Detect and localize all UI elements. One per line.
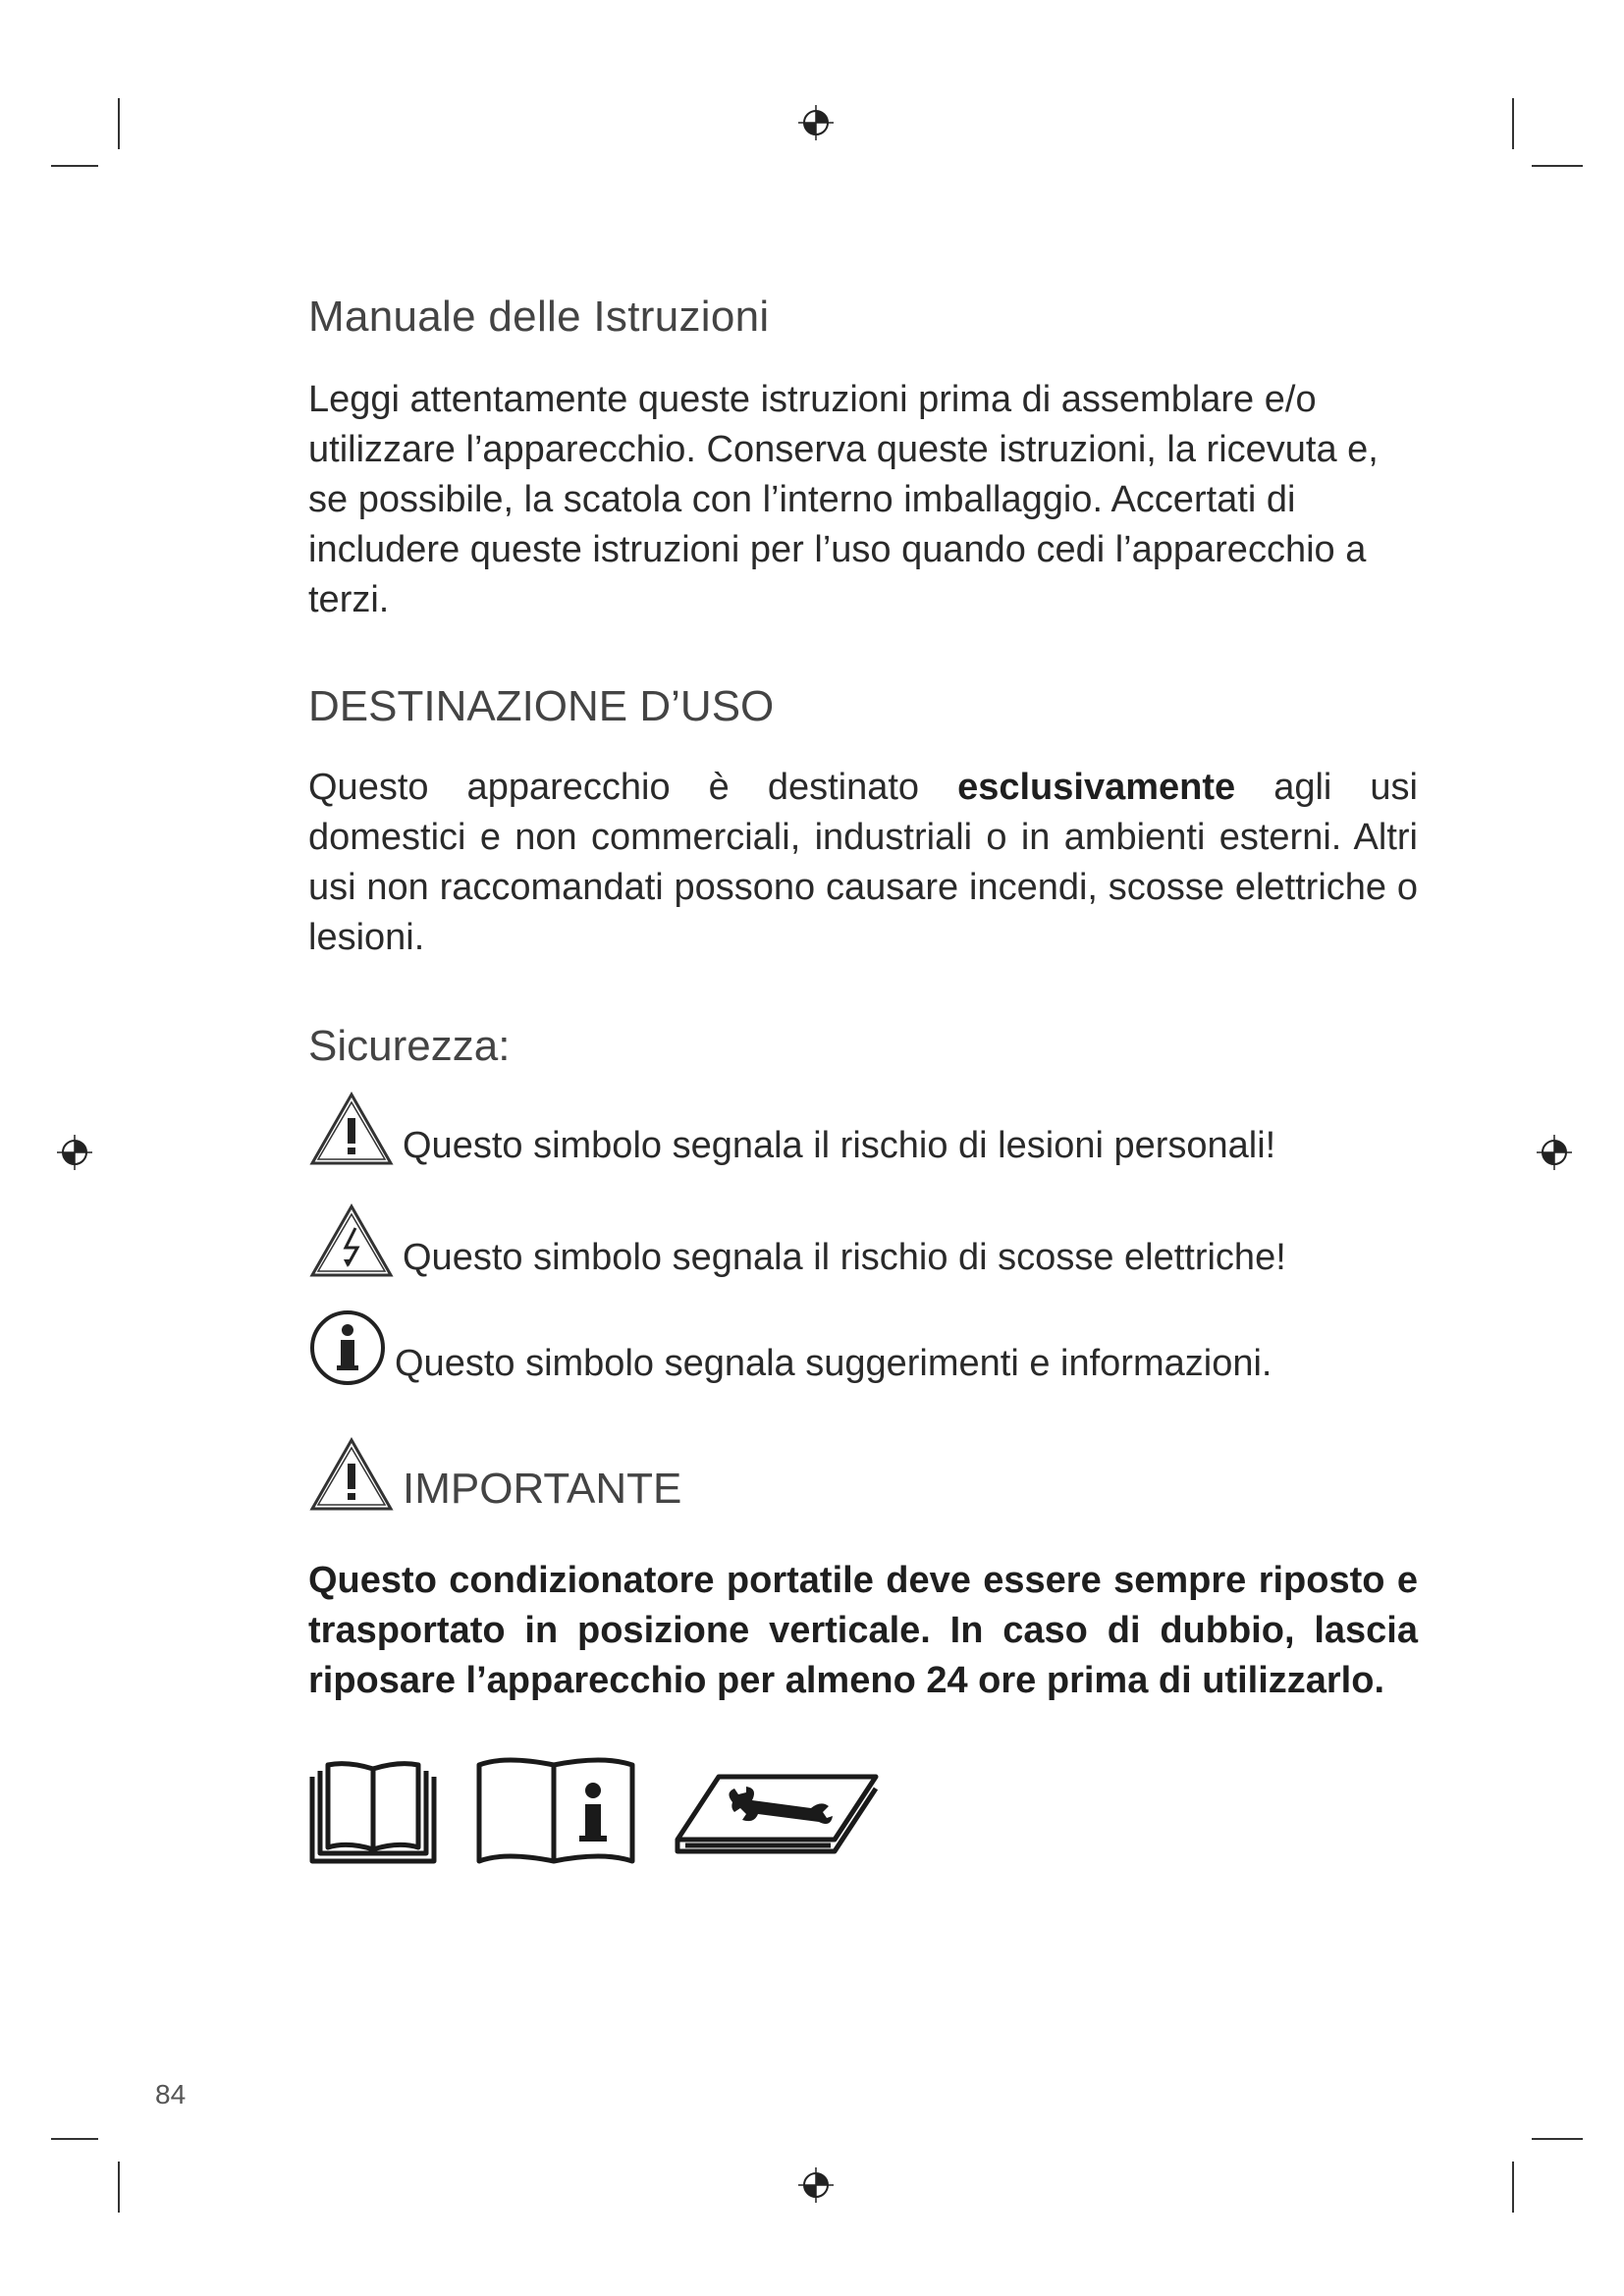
registration-mark-icon bbox=[1535, 1133, 1574, 1172]
manual-icons-row bbox=[308, 1751, 1418, 1867]
electric-shock-triangle-icon bbox=[308, 1202, 395, 1279]
important-label: IMPORTANTE bbox=[403, 1465, 682, 1513]
page-content bbox=[308, 293, 1418, 1867]
crop-mark bbox=[1512, 2162, 1514, 2213]
crop-mark bbox=[51, 165, 98, 167]
intended-use-text-before: Questo apparecchio è destinato bbox=[308, 767, 920, 808]
important-heading-row bbox=[308, 1436, 1418, 1513]
registration-mark-icon bbox=[796, 103, 836, 142]
important-paragraph: Questo condizionatore portatile deve essere sempre riposto e trasportato in posizione verticale. In caso di dubbio, lascia riposare l’apparecchio per almeno 24 ore prima di utilizzarlo. bbox=[308, 1560, 1418, 1701]
safety-symbol-text: Questo simbolo segnala il rischio di lesioni personali! bbox=[403, 1125, 1276, 1166]
intro-paragraph: Leggi attentamente queste istruzioni prima di assemblare e/o utilizzare l’apparecchio. Conserva queste istruzioni, la ricevuta e, se possibile, la scatola con l’interno imballaggio. Accertati di includere queste istruzioni per l’uso quando cedi l’apparecchio a terzi. bbox=[308, 379, 1379, 620]
crop-mark bbox=[1532, 165, 1583, 167]
crop-mark bbox=[1512, 98, 1514, 149]
intended-use-emphasis: esclusivamente bbox=[957, 767, 1236, 808]
read-manual-icon bbox=[308, 1757, 438, 1867]
intended-use-text-after: agli usi domestici e non commerciali, industriali o in ambienti esterni. Altri usi non raccomandati possono causare incendi, scosse elettriche o lesioni. bbox=[308, 767, 1418, 958]
safety-symbol-row bbox=[308, 1308, 1418, 1387]
intended-use-heading: DESTINAZIONE D’USO bbox=[308, 682, 775, 730]
crop-mark bbox=[118, 98, 120, 149]
page-number: 84 bbox=[155, 2079, 187, 2109]
intended-use-paragraph bbox=[308, 763, 1418, 963]
registration-mark-icon bbox=[55, 1133, 94, 1172]
info-circle-icon bbox=[308, 1308, 387, 1387]
warning-triangle-icon bbox=[308, 1436, 395, 1513]
manual-info-icon bbox=[475, 1751, 636, 1867]
safety-symbol-text: Questo simbolo segnala suggerimenti e informazioni. bbox=[395, 1343, 1272, 1384]
safety-symbol-row bbox=[308, 1091, 1418, 1167]
crop-mark bbox=[118, 2162, 120, 2213]
page-title: Manuale delle Istruzioni bbox=[308, 293, 770, 341]
safety-symbol-row bbox=[308, 1202, 1418, 1279]
safety-symbol-text: Questo simbolo segnala il rischio di scosse elettriche! bbox=[403, 1237, 1286, 1278]
registration-mark-icon bbox=[796, 2165, 836, 2205]
safety-heading: Sicurezza: bbox=[308, 1022, 511, 1070]
warning-triangle-icon bbox=[308, 1091, 395, 1167]
service-manual-icon bbox=[674, 1763, 880, 1867]
crop-mark bbox=[51, 2138, 98, 2140]
crop-mark bbox=[1532, 2138, 1583, 2140]
